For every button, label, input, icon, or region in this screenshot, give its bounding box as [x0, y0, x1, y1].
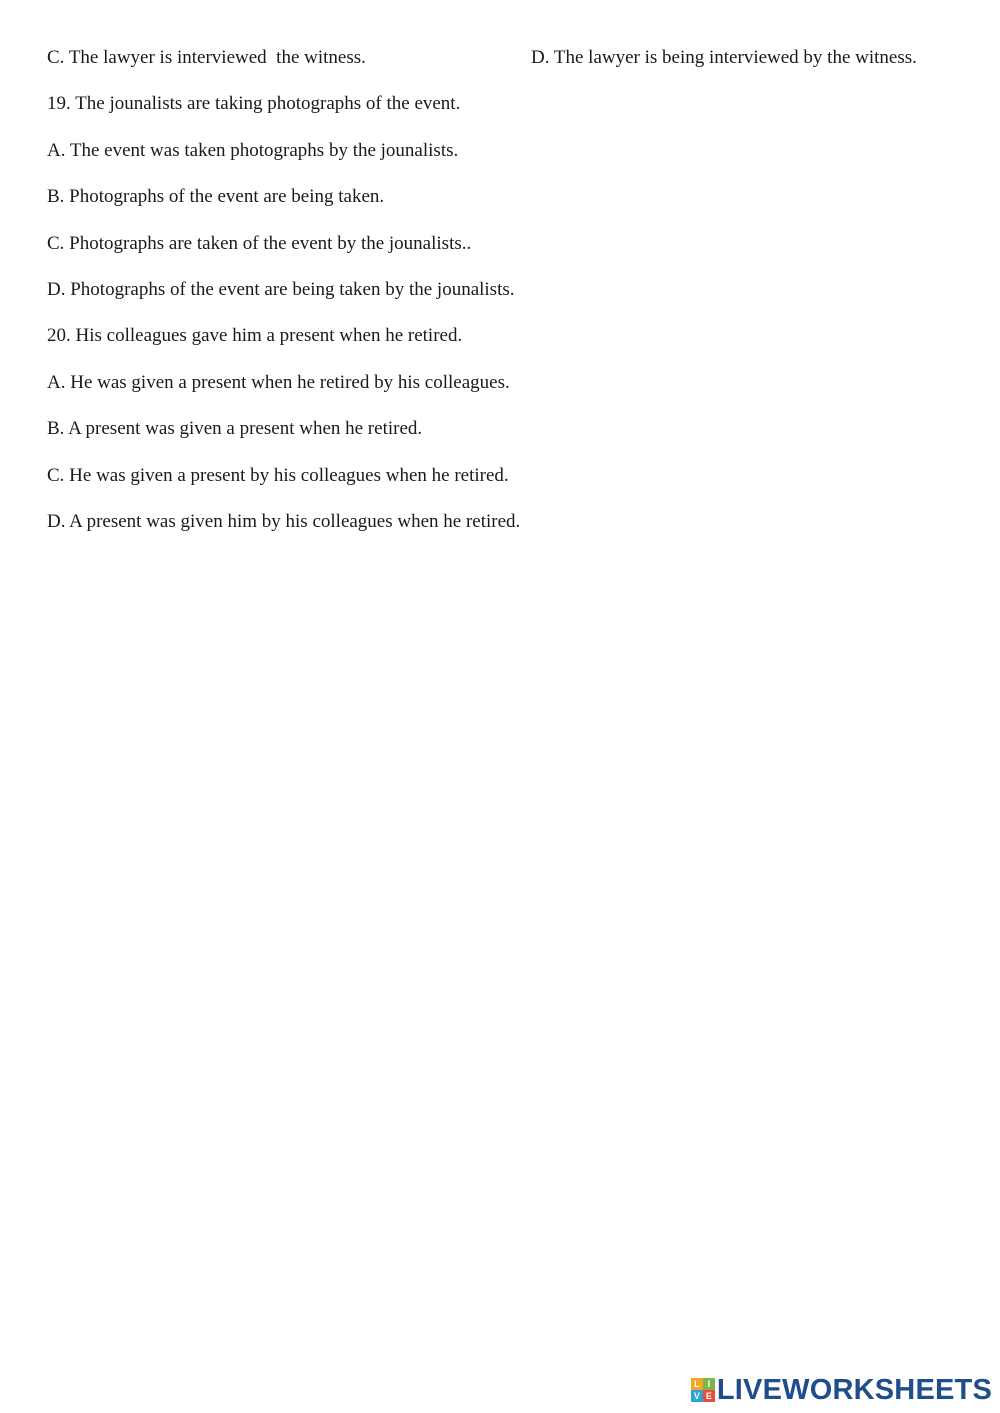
logo-mark-letter: L [691, 1378, 703, 1390]
question-20-option-b: B. A present was given a present when he retired. [47, 418, 423, 439]
liveworksheets-logo [691, 1375, 992, 1405]
question-19-prompt: 19. The jounalists are taking photographs of the event. [47, 93, 461, 114]
question-19-option-a: A. The event was taken photographs by the jounalists. [47, 140, 459, 161]
question-19-option-b: B. Photographs of the event are being taken. [47, 186, 385, 207]
question-19-option-c: C. Photographs are taken of the event by the jounalists.. [47, 233, 472, 254]
question-20-option-c: C. He was given a present by his colleagues when he retired. [47, 465, 509, 486]
question-18-option-d: D. The lawyer is being interviewed by the witness. [531, 47, 917, 68]
logo-mark-letter: V [691, 1390, 703, 1402]
liveworksheets-logo-text: LIVEWORKSHEETS [716, 1374, 992, 1406]
logo-mark-letter: E [703, 1390, 715, 1402]
question-20-option-d: D. A present was given him by his colleagues when he retired. [47, 511, 521, 532]
question-20-prompt: 20. His colleagues gave him a present when he retired. [47, 325, 463, 346]
liveworksheets-logo-icon [691, 1378, 715, 1402]
logo-mark-letter: I [703, 1378, 715, 1390]
question-20-option-a: A. He was given a present when he retired by his colleagues. [47, 372, 510, 393]
question-19-option-d: D. Photographs of the event are being taken by the jounalists. [47, 279, 515, 300]
question-18-option-c: C. The lawyer is interviewed the witness. [47, 47, 366, 68]
